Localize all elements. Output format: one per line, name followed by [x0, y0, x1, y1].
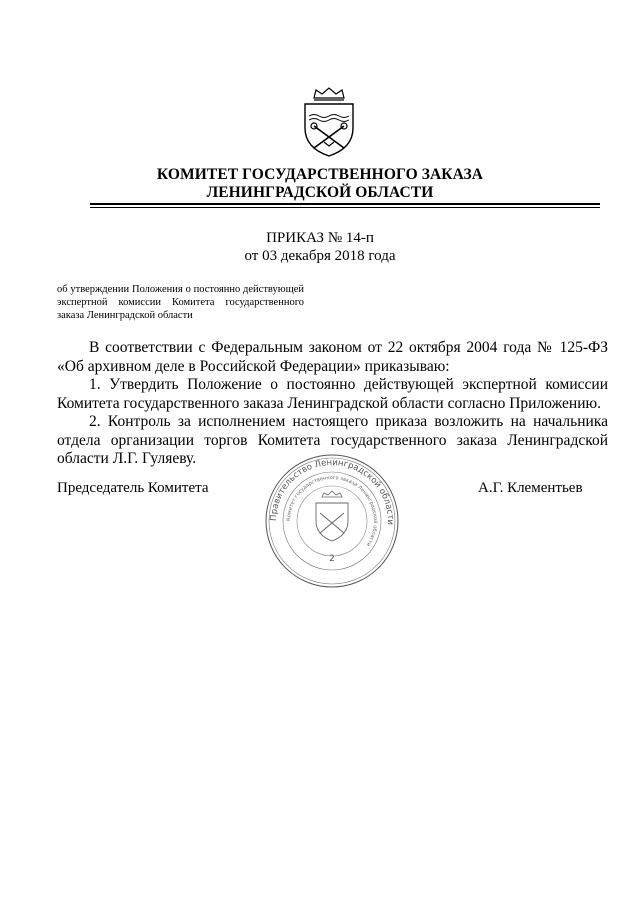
order-body — [57, 339, 608, 469]
order-title: ПРИКАЗ № 14-п — [266, 230, 374, 246]
official-seal-icon — [264, 453, 400, 589]
order-subject: об утверждении Положения о постоянно действующей экспертной комиссии Комитета государственного заказа Ленинградской области — [57, 284, 304, 321]
body-paragraph-item-2: 2. Контроль за исполнением настоящего приказа возложить на начальника отдела организации торгов Комитета государственного заказа Ленинградской области Л.Г. Гуляеву. — [57, 413, 608, 467]
order-date: от 03 декабря 2018 года — [244, 248, 396, 264]
body-paragraph-preamble: В соответствии с Федеральным законом от 22 октября 2004 года № 125-ФЗ «Об архивном деле в Российской Федерации» приказываю: — [57, 339, 608, 375]
organization-name-line1: КОМИТЕТ ГОСУДАРСТВЕННОГО ЗАКАЗА — [156, 166, 484, 183]
signatory-position: Председатель Комитета — [57, 480, 209, 496]
header-divider-thick — [90, 203, 600, 205]
body-paragraph-item-1: 1. Утвердить Положение о постоянно действующей экспертной комиссии Комитета государственного заказа Ленинградской области согласно Приложению. — [57, 376, 608, 412]
signatory-name: А.Г. Клементьев — [478, 480, 583, 496]
coat-of-arms-icon — [300, 86, 358, 158]
seal-number: 2 — [329, 554, 335, 564]
seal-outer-text: Правительство Ленинградской области — [268, 457, 396, 526]
organization-name-line2: ЛЕНИНГРАДСКОЙ ОБЛАСТИ — [206, 184, 434, 201]
header-divider-thin — [90, 207, 600, 208]
seal-inner-text: Комитет государственного заказа Ленинградской области — [285, 474, 379, 548]
